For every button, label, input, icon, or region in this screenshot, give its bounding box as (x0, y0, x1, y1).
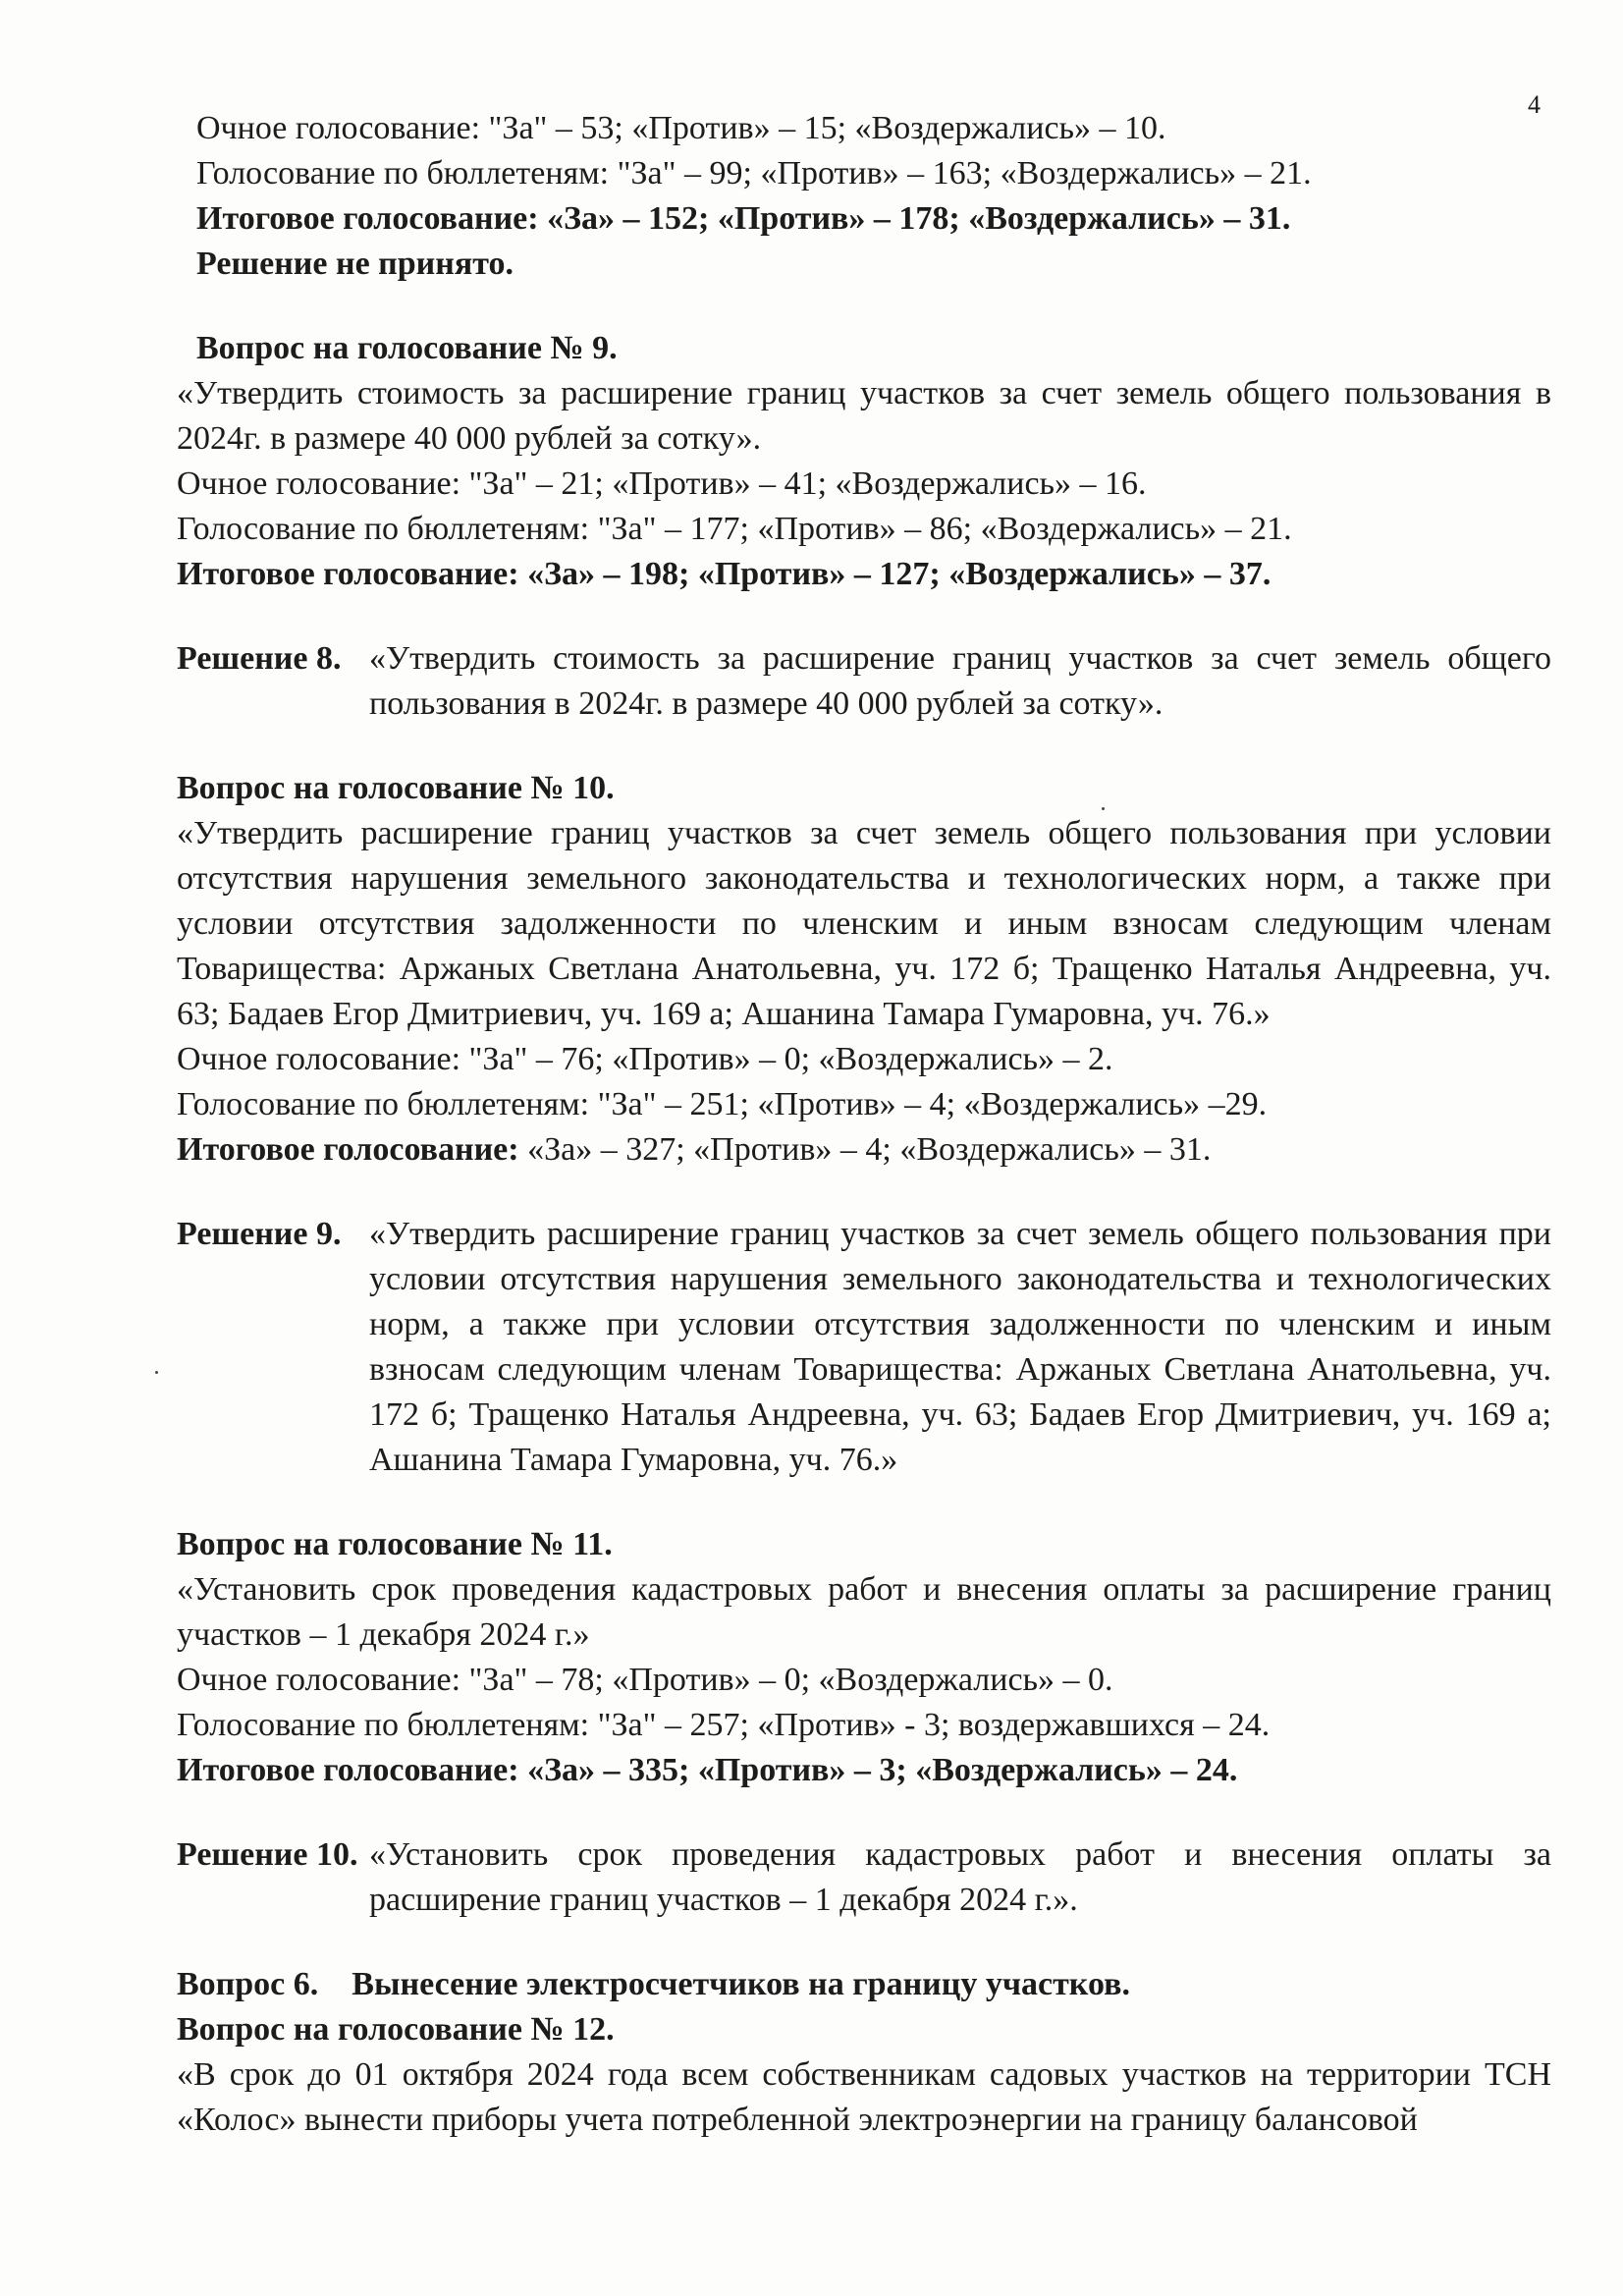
agenda-item-heading (177, 1962, 1551, 2007)
scan-speck (155, 1371, 158, 1374)
ballot-vote: Голосование по бюллетеням: "За" – 177; «Против» – 86; «Воздержались» – 21. (177, 511, 1292, 547)
total-vote: Итоговое голосование: «За» – 335; «Против» – 3; «Воздержались» – 24. (177, 1752, 1238, 1788)
question-text: «В срок до 01 октября 2024 года всем собственникам садовых участков на территории ТСН «Колос» вынести приборы учета потребленной электроэнергии на границу балансовой (177, 2056, 1551, 2138)
result-not-adopted: Решение не принято. (196, 246, 514, 282)
in-person-vote: Очное голосование: "За" – 53; «Против» – 15; «Воздержались» – 10. (196, 110, 1166, 146)
scan-speck (1102, 807, 1105, 810)
decision-text: «Утвердить стоимость за расширение границ участков за счет земель общего пользования в 2024г. в размере 40 000 рублей за сотку». (369, 640, 1551, 722)
in-person-vote: Очное голосование: "За" – 21; «Против» – 41; «Воздержались» – 16. (177, 465, 1147, 502)
question-9 (177, 326, 1551, 597)
decision-label: Решение 9. (177, 1216, 342, 1252)
decision-text: «Утвердить расширение границ участков за счет земель общего пользования при условии отсутствия нарушения земельного законодательства и технологических норм, а также при условии отсутствия задолженности по членским и иным взносам следующим членам Товарищества: Аржаных Светлана Анатольевна, уч. 172 б; Тращенко Наталья Андреевна, уч. 63; Бадаев Егор Дмитриевич, уч. 169 а; Ашанина Тамара Гумаровна, уч. 76.» (369, 1216, 1551, 1478)
decision-text: «Установить срок проведения кадастровых работ и внесения оплаты за расширение границ участков – 1 декабря 2024 г.». (369, 1836, 1551, 1918)
total-vote-values: «За» – 327; «Против» – 4; «Воздержались» – 31. (518, 1131, 1212, 1168)
question-10 (177, 766, 1551, 1173)
question-heading: Вопрос на голосование № 10. (177, 770, 615, 806)
in-person-vote: Очное голосование: "За" – 76; «Против» – 0; «Воздержались» – 2. (177, 1041, 1113, 1077)
question-6 (177, 1962, 1551, 2143)
decision-label: Решение 8. (177, 640, 342, 677)
decision-9 (177, 1212, 1551, 1483)
decision-10 (177, 1832, 1551, 1923)
total-vote: Итоговое голосование: «За» – 152; «Против» – 178; «Воздержались» – 31. (196, 200, 1291, 237)
decision-8 (177, 636, 1551, 727)
question-11 (177, 1522, 1551, 1793)
agenda-item-label: Вопрос 6. (177, 1966, 319, 2002)
document-body (177, 106, 1551, 2143)
page-number: 4 (1528, 90, 1541, 119)
question-8-results (177, 106, 1551, 287)
total-vote-label: Итоговое голосование: (177, 1131, 519, 1168)
in-person-vote: Очное голосование: "За" – 78; «Против» – 0; «Воздержались» – 0. (177, 1662, 1113, 1698)
question-text: «Утвердить расширение границ участков за счет земель общего пользования при условии отсутствия нарушения земельного законодательства и технологических норм, а также при условии отсутствия задолженности по членским и иным взносам следующим членам Товарищества: Аржаных Светлана Анатольевна, уч. 172 б; Тращенко Наталья Андреевна, уч. 63; Бадаев Егор Дмитриевич, уч. 169 а; Ашанина Тамара Гумаровна, уч. 76.» (177, 815, 1551, 1032)
total-vote (177, 1127, 1551, 1173)
question-heading: Вопрос на голосование № 11. (177, 1526, 613, 1562)
ballot-vote: Голосование по бюллетеням: "За" – 257; «Против» - 3; воздержавшихся – 24. (177, 1707, 1271, 1743)
total-vote: Итоговое голосование: «За» – 198; «Против» – 127; «Воздержались» – 37. (177, 556, 1271, 592)
question-heading: Вопрос на голосование № 9. (196, 330, 618, 366)
decision-label: Решение 10. (177, 1836, 358, 1873)
question-text: «Утвердить стоимость за расширение границ участков за счет земель общего пользования в 2024г. в размере 40 000 рублей за сотку». (177, 375, 1551, 457)
question-text: «Установить срок проведения кадастровых работ и внесения оплаты за расширение границ участков – 1 декабря 2024 г.» (177, 1571, 1551, 1653)
ballot-vote: Голосование по бюллетеням: "За" – 99; «Против» – 163; «Воздержались» – 21. (196, 155, 1312, 191)
question-heading: Вопрос на голосование № 12. (177, 2011, 615, 2048)
agenda-item-title: Вынесение электросчетчиков на границу участков. (352, 1966, 1130, 2002)
ballot-vote: Голосование по бюллетеням: "За" – 251; «Против» – 4; «Воздержались» –29. (177, 1086, 1268, 1122)
